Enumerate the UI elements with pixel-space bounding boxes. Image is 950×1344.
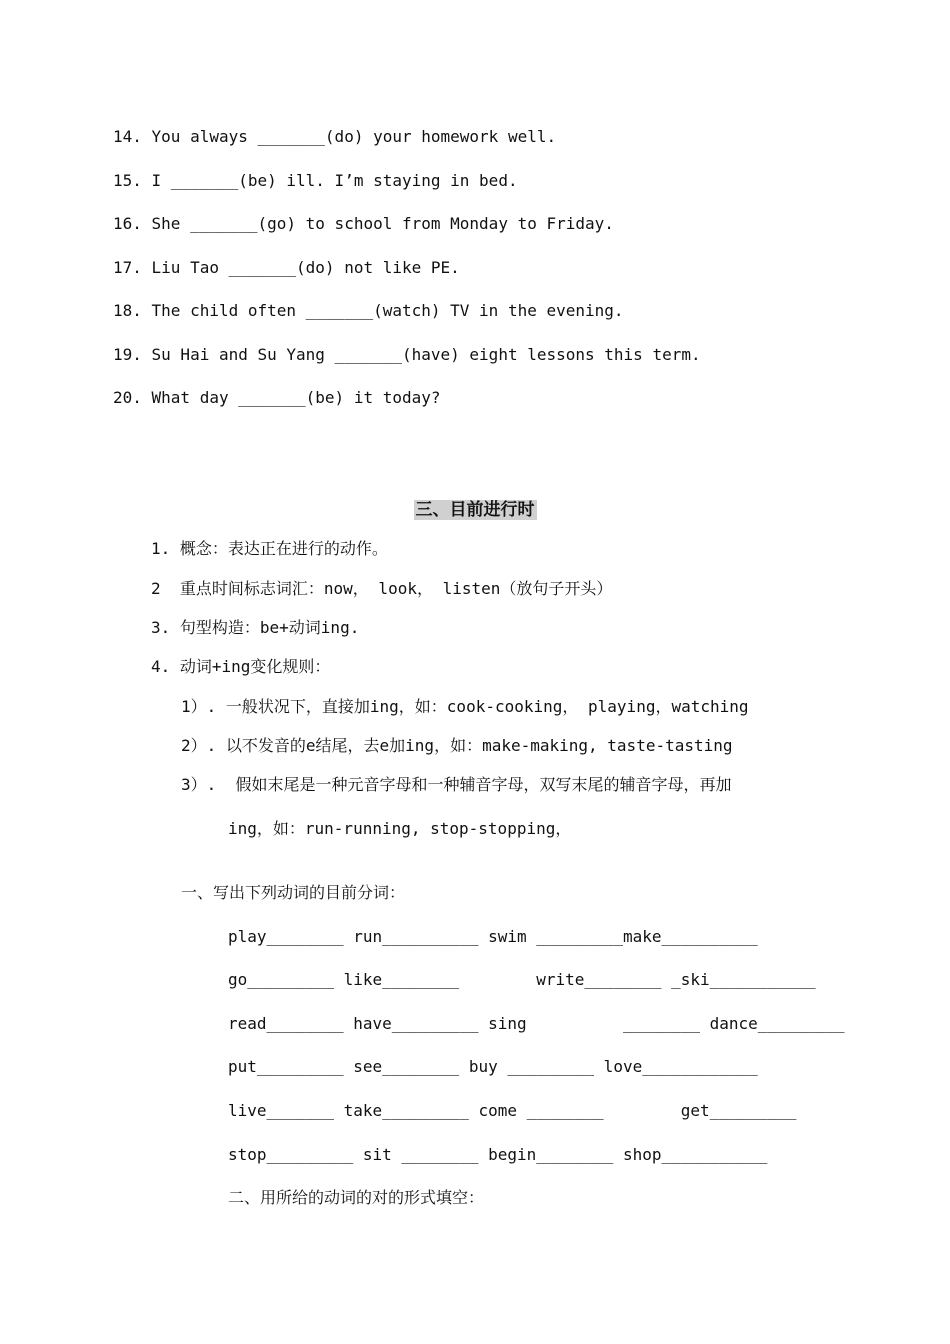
verb-row-3: read________ have_________ sing ________ dance_________ xyxy=(228,1014,845,1033)
exercise-item-19: 19. Su Hai and Su Yang _______(have) eight lessons this term. xyxy=(113,345,701,364)
concept-point-3: 3. 句型构造：be+动词ing. xyxy=(151,618,360,637)
rule-2: 2）. 以不发音的e结尾，去e加ing，如：make-making, taste-tasting xyxy=(181,736,733,755)
verb-row-4: put_________ see________ buy _________ love____________ xyxy=(228,1057,758,1076)
verb-row-2: go_________ like________ write________ _ski___________ xyxy=(228,970,816,989)
exercise1-heading: 一、写出下列动词的目前分词： xyxy=(181,883,406,902)
concept-point-1: 1. 概念：表达正在进行的动作。 xyxy=(151,539,388,558)
section-title xyxy=(0,499,950,521)
exercise-item-14: 14. You always _______(do) your homework well. xyxy=(113,127,557,146)
rule-3: 3）. 假如末尾是一种元音字母和一种辅音字母，双写末尾的辅音字母，再加 xyxy=(181,775,732,794)
exercise2-heading: 二、用所给的动词的对的形式填空： xyxy=(228,1188,485,1207)
concept-point-4: 4. 动词+ing变化规则： xyxy=(151,657,331,676)
rule-3-continued: ing，如：run-running, stop-stopping， xyxy=(228,819,572,838)
exercise-item-20: 20. What day _______(be) it today? xyxy=(113,388,441,407)
exercise-item-17: 17. Liu Tao _______(do) not like PE. xyxy=(113,258,460,277)
rule-1: 1）. 一般状况下，直接加ing，如：cook-cooking， playing，watching xyxy=(181,697,749,716)
exercise-item-16: 16. She _______(go) to school from Monday to Friday. xyxy=(113,214,614,233)
concept-point-2: 2 重点时间标志词汇：now， look， listen（放句子开头） xyxy=(151,579,613,598)
verb-row-1: play________ run__________ swim _________make__________ xyxy=(228,927,758,946)
verb-row-6: stop_________ sit ________ begin________ shop___________ xyxy=(228,1145,768,1164)
verb-row-5: live_______ take_________ come ________ get_________ xyxy=(228,1101,797,1120)
exercise-item-15: 15. I _______(be) ill. I’m staying in bed. xyxy=(113,171,518,190)
exercise-item-18: 18. The child often _______(watch) TV in the evening. xyxy=(113,301,624,320)
section-title-text: 三、目前进行时 xyxy=(415,500,535,520)
